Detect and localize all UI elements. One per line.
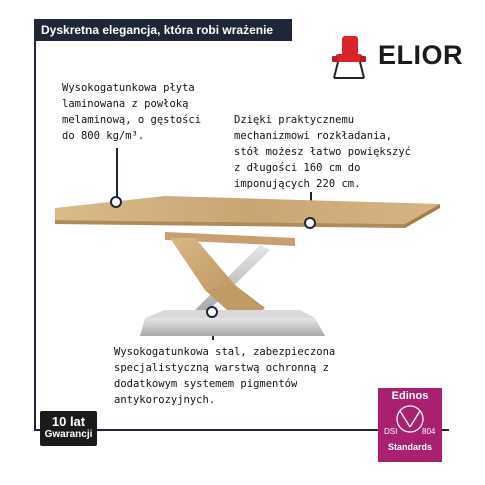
cert-label: Standards	[387, 442, 432, 452]
marker-board	[110, 196, 122, 208]
table-illustration	[45, 190, 445, 340]
marker-extension	[304, 217, 316, 229]
cert-badge	[378, 388, 442, 462]
steel-base	[140, 318, 325, 336]
cert-code-left: DSI	[384, 427, 398, 436]
steel-base-top	[145, 310, 315, 318]
marker-steel	[206, 306, 218, 318]
warranty-years: 10 lat	[51, 414, 86, 429]
frame-left-line	[34, 41, 36, 429]
cert-emblem-icon	[378, 403, 442, 437]
warranty-badge	[40, 411, 97, 446]
note-board-material: Wysokogatunkowa płyta laminowana z powłoką melaminową, o gęstości do 800 kg/m³.	[62, 82, 202, 142]
cert-name: Edinos	[391, 390, 429, 402]
note-steel: Wysokogatunkowa stal, zabezpieczona specjalistyczną warstwą ochronną z dodatkowym systemem pigmentów antykorozyjnych.	[114, 346, 336, 406]
header-title: Dyskretna elegancja, która robi wrażenie	[34, 19, 292, 41]
note-extension: Dzięki praktycznemu mechanizmowi rozkładania, stół możesz łatwo powiększyć z długości 160 cm do imponujących 220 cm.	[234, 114, 412, 190]
cert-code-right: 804	[422, 427, 436, 436]
brand-name: ELIOR	[378, 40, 464, 70]
warranty-label: Gwarancji	[44, 429, 93, 440]
red-chair-icon	[332, 36, 366, 78]
